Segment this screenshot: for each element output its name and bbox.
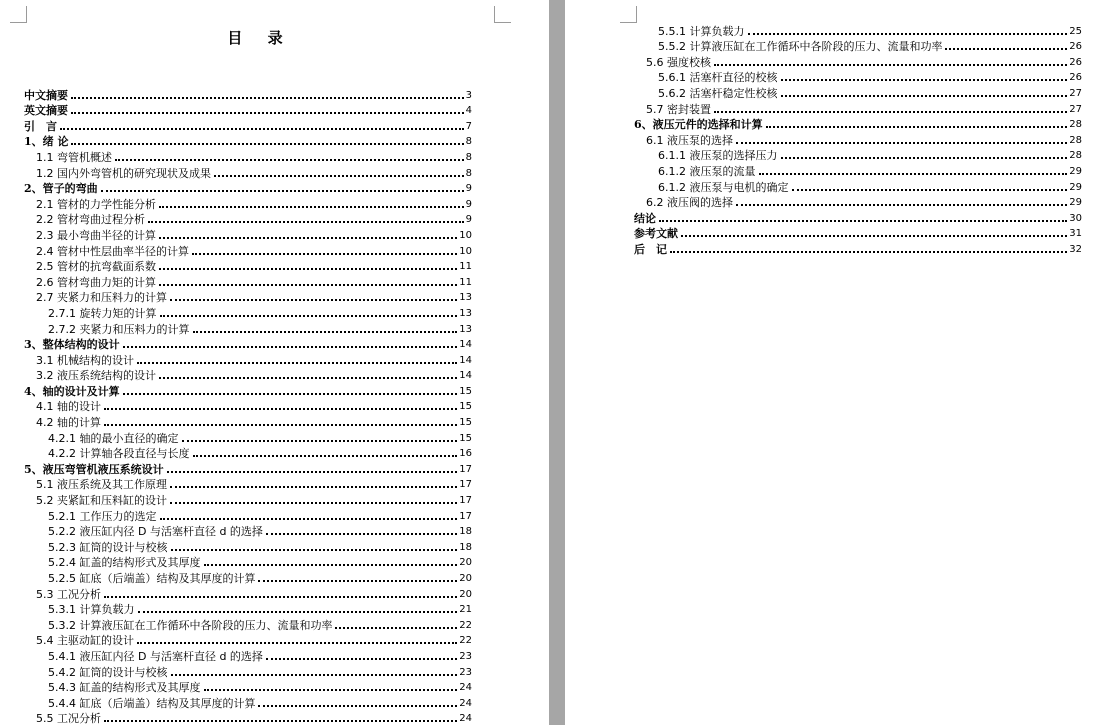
toc-entry[interactable]: [24, 694, 472, 710]
toc-entry[interactable]: [634, 225, 1082, 241]
toc-page-number: 20: [459, 573, 472, 584]
toc-entry[interactable]: [24, 398, 472, 414]
toc-page-number: 15: [459, 417, 472, 429]
toc-entry-text: 5.3.2 计算液压缸在工作循环中各阶段的压力、流量和功率: [48, 618, 333, 632]
toc-entry[interactable]: [24, 554, 472, 570]
toc-leader-dots: [335, 627, 457, 629]
toc-leader-dots: [123, 346, 458, 348]
toc-page-number: 26: [1069, 41, 1082, 53]
toc-leader-dots: [170, 502, 457, 504]
toc-entry-text: 参考文献: [634, 227, 678, 241]
toc-entry-text: 1、绪 论: [24, 135, 69, 149]
toc-entry-text: 2.5 管材的抗弯截面系数: [36, 260, 156, 274]
toc-leader-dots: [670, 251, 1067, 253]
toc-leader-dots: [258, 580, 457, 582]
toc-leader-dots: [104, 596, 457, 598]
toc-entry[interactable]: [24, 491, 472, 507]
toc-page-number: 17: [459, 495, 472, 507]
toc-leader-dots: [160, 518, 458, 520]
margin-corner-mark: [10, 6, 27, 23]
toc-leader-dots: [159, 206, 464, 208]
toc-entry-text: 结论: [634, 211, 656, 225]
toc-leader-dots: [170, 486, 457, 488]
document-page-right: [565, 0, 1100, 725]
toc-page-number: 26: [1069, 56, 1082, 68]
toc-entry[interactable]: [24, 632, 472, 648]
toc-entry-text: 1.2 国内外弯管机的研究现状及成果: [36, 166, 211, 180]
toc-page-number: 27: [1069, 87, 1082, 99]
toc-leader-dots: [123, 393, 458, 395]
toc-page-number: 29: [1069, 165, 1082, 177]
toc-page-number: 8: [465, 151, 472, 163]
toc-entry[interactable]: [24, 647, 472, 663]
toc-page-number: 15: [459, 385, 472, 397]
toc-leader-dots: [137, 642, 457, 644]
toc-page-number: 18: [459, 526, 472, 538]
toc-leader-dots: [193, 331, 458, 333]
toc-leader-dots: [159, 268, 457, 270]
toc-entry[interactable]: [24, 336, 472, 352]
toc-title: 目 录: [227, 29, 293, 47]
toc-entry-text: 5.4.2 缸筒的设计与校核: [48, 665, 168, 679]
document-page-left: [0, 0, 549, 725]
toc-entry-text: 5.2.5 缸底（后端盖）结构及其厚度的计算: [48, 572, 256, 585]
toc-page-number: 15: [459, 401, 472, 413]
toc-page-number: 4: [465, 105, 472, 117]
toc-entry-text: 5.2.4 缸盖的结构形式及其厚度: [48, 556, 201, 570]
toc-page-number: 11: [459, 261, 472, 273]
toc-entry[interactable]: [24, 273, 472, 289]
toc-leader-dots: [781, 95, 1068, 97]
toc-entry-text: 2、管子的弯曲: [24, 182, 98, 196]
toc-leader-dots: [204, 564, 458, 566]
toc-entry-text: 6.2 液压阀的选择: [646, 196, 733, 210]
toc-entry-text: 2.6 管材弯曲力矩的计算: [36, 275, 156, 289]
toc-leader-dots: [60, 128, 464, 130]
toc-leader-dots: [182, 440, 458, 442]
toc-entry[interactable]: [24, 133, 472, 149]
toc-entry[interactable]: [24, 413, 472, 429]
toc-page-number: 18: [459, 541, 472, 553]
toc-leader-dots: [170, 299, 457, 301]
toc-page-number: 13: [459, 292, 472, 304]
toc-entry-text: 5.4.1 液压缸内径 D 与活塞杆直径 d 的选择: [48, 649, 263, 663]
toc-entry[interactable]: [634, 100, 1082, 116]
toc-entry-text: 6.1.1 液压泵的选择压力: [658, 149, 778, 163]
toc-entry[interactable]: [634, 147, 1082, 163]
toc-entry[interactable]: [24, 289, 472, 305]
toc-entry-text: 6.1.2 液压泵的流量: [658, 164, 756, 178]
toc-entry-text: 2.7.2 夹紧力和压料力的计算: [48, 322, 190, 336]
toc-page-number: 23: [459, 666, 472, 678]
toc-entry-text: 3.2 液压系统结构的设计: [36, 369, 156, 383]
toc-entry-text: 5.1 液压系统及其工作原理: [36, 478, 167, 492]
toc-leader-dots: [659, 220, 1067, 222]
toc-leader-dots: [71, 112, 464, 114]
toc-entry-text: 2.2 管材弯曲过程分析: [36, 213, 145, 227]
toc-page-number: 30: [1069, 212, 1082, 224]
toc-entry[interactable]: [24, 710, 472, 725]
toc-leader-dots: [171, 549, 458, 551]
toc-entry-text: 6、液压元件的选择和计算: [634, 118, 763, 132]
toc-entry[interactable]: [634, 209, 1082, 225]
toc-page-number: 17: [459, 479, 472, 491]
toc-leader-dots: [71, 97, 464, 99]
toc-entry[interactable]: [24, 538, 472, 554]
toc-entry-text: 6.1.2 液压泵与电机的确定: [658, 180, 789, 194]
toc-entry-text: 5.6.2 活塞杆稳定性校核: [658, 86, 778, 100]
toc-entry-text: 2.7.1 旋转力矩的计算: [48, 306, 157, 320]
toc-leader-dots: [137, 362, 457, 364]
toc-entry-text: 5.6.1 活塞杆直径的校核: [658, 71, 778, 85]
toc-page-number: 26: [1069, 72, 1082, 84]
toc-leader-dots: [266, 533, 457, 535]
toc-leader-dots: [104, 720, 457, 722]
toc-entry[interactable]: [24, 367, 472, 383]
toc-page-number: 7: [465, 120, 472, 132]
toc-entry-text: 后 记: [634, 242, 667, 256]
toc-entry[interactable]: [24, 616, 472, 632]
toc-leader-dots: [138, 611, 458, 613]
toc-page-number: 11: [459, 276, 472, 288]
toc-leader-dots: [192, 253, 457, 255]
toc-entry-text: 5.5 工况分析: [36, 712, 101, 725]
toc-leader-dots: [148, 221, 464, 223]
toc-entry[interactable]: [24, 663, 472, 679]
toc-page-number: 14: [459, 339, 472, 351]
toc-entry-text: 5.2.3 缸筒的设计与校核: [48, 540, 168, 554]
toc-entry[interactable]: [24, 164, 472, 180]
toc-page-number: 10: [459, 245, 472, 257]
toc-page-number: 16: [459, 448, 472, 460]
toc-entry-text: 6.1 液压泵的选择: [646, 133, 733, 147]
toc-leader-dots: [159, 284, 457, 286]
toc-page-number: 14: [459, 370, 472, 382]
toc-page-number: 13: [459, 323, 472, 335]
toc-page-number: 14: [459, 354, 472, 366]
toc-entry[interactable]: [634, 53, 1082, 69]
toc-page-number: 25: [1069, 25, 1082, 37]
toc-entry-text: 2.7 夹紧力和压料力的计算: [36, 291, 167, 305]
toc-entry-text: 4.1 轴的设计: [36, 400, 101, 414]
toc-entry[interactable]: [24, 258, 472, 274]
toc-leader-dots: [781, 157, 1068, 159]
toc-entry-text: 5.4.3 缸盖的结构形式及其厚度: [48, 681, 201, 695]
toc-leader-dots: [193, 455, 458, 457]
toc-entry[interactable]: [24, 523, 472, 539]
toc-entry-text: 3、整体结构的设计: [24, 338, 120, 352]
toc-page-number: 27: [1069, 103, 1082, 115]
toc-entry[interactable]: [634, 131, 1082, 147]
toc-entry[interactable]: [24, 195, 472, 211]
toc-entry[interactable]: [24, 304, 472, 320]
toc-entry[interactable]: [634, 178, 1082, 194]
toc-page-number: 20: [459, 557, 472, 569]
toc-page-number: 8: [465, 136, 472, 148]
toc-page-number: 21: [459, 604, 472, 616]
toc-entry-text: 2.4 管材中性层曲率半径的计算: [36, 244, 189, 258]
toc-leader-dots: [266, 658, 457, 660]
toc-entry-text: 5.2 夹紧缸和压料缸的设计: [36, 494, 167, 508]
toc-entry-text: 引 言: [24, 119, 57, 133]
toc-list-right: [634, 22, 1082, 256]
toc-entry[interactable]: [24, 601, 472, 617]
toc-page-number: 17: [459, 510, 472, 522]
toc-leader-dots: [101, 190, 464, 192]
toc-page-number: 32: [1069, 243, 1082, 255]
toc-entry[interactable]: [24, 429, 472, 445]
toc-page-number: 9: [465, 183, 472, 195]
toc-entry[interactable]: [634, 69, 1082, 85]
toc-page-number: 17: [459, 463, 472, 475]
toc-entry[interactable]: [24, 320, 472, 336]
toc-leader-dots: [781, 79, 1068, 81]
toc-page-number: 3: [465, 89, 472, 101]
toc-entry-text: 5.4.4 缸底（后端盖）结构及其厚度的计算: [48, 696, 256, 710]
toc-entry-text: 4.2 轴的计算: [36, 416, 101, 430]
toc-page-number: 13: [459, 307, 472, 319]
toc-leader-dots: [759, 173, 1068, 175]
toc-page-number: 29: [1069, 181, 1082, 193]
toc-page-number: 28: [1069, 119, 1082, 131]
page-gutter: [549, 0, 565, 725]
toc-leader-dots: [167, 471, 458, 473]
toc-entry-text: 1.1 弯管机概述: [36, 150, 112, 164]
toc-entry[interactable]: [24, 679, 472, 695]
toc-leader-dots: [766, 126, 1068, 128]
toc-entry-text: 2.3 最小弯曲半径的计算: [36, 228, 156, 242]
toc-entry[interactable]: [24, 382, 472, 398]
toc-leader-dots: [748, 33, 1068, 35]
toc-leader-dots: [681, 235, 1067, 237]
toc-entry[interactable]: [634, 38, 1082, 54]
toc-entry[interactable]: [24, 180, 472, 196]
toc-leader-dots: [104, 408, 457, 410]
toc-leader-dots: [258, 705, 457, 707]
toc-entry-text: 4.2.2 计算轴各段直径与长度: [48, 447, 190, 461]
toc-entry[interactable]: [634, 162, 1082, 178]
margin-corner-mark: [494, 6, 511, 23]
toc-leader-dots: [71, 143, 463, 145]
toc-leader-dots: [204, 689, 458, 691]
toc-leader-dots: [159, 377, 457, 379]
toc-leader-dots: [714, 111, 1067, 113]
margin-corner-mark: [620, 6, 637, 23]
toc-page-number: 9: [465, 214, 472, 226]
toc-leader-dots: [714, 64, 1067, 66]
toc-leader-dots: [736, 142, 1067, 144]
toc-leader-dots: [115, 159, 464, 161]
toc-page-number: 10: [459, 229, 472, 241]
toc-entry-text: 5.5.1 计算负载力: [658, 24, 745, 38]
toc-leader-dots: [792, 189, 1068, 191]
toc-leader-dots: [945, 48, 1067, 50]
toc-entry-text: 5.3.1 计算负载力: [48, 603, 135, 617]
toc-page-number: 23: [459, 650, 472, 662]
toc-page-number: 29: [1069, 197, 1082, 209]
toc-entry[interactable]: [24, 226, 472, 242]
toc-entry-text: 5.3 工况分析: [36, 587, 101, 601]
toc-page-number: 9: [465, 198, 472, 210]
toc-entry-text: 中文摘要: [24, 88, 68, 102]
toc-entry[interactable]: [634, 194, 1082, 210]
toc-leader-dots: [159, 237, 457, 239]
toc-entry[interactable]: [634, 240, 1082, 256]
toc-list-left: [24, 86, 472, 725]
toc-page-number: 22: [459, 619, 472, 631]
toc-entry[interactable]: [24, 102, 472, 118]
toc-page-number: 24: [459, 682, 472, 694]
toc-page-number: 28: [1069, 134, 1082, 146]
toc-entry[interactable]: [24, 86, 472, 102]
toc-entry[interactable]: [634, 116, 1082, 132]
toc-leader-dots: [736, 204, 1067, 206]
toc-entry[interactable]: [24, 351, 472, 367]
toc-entry[interactable]: [24, 507, 472, 523]
toc-entry-text: 4、轴的设计及计算: [24, 384, 120, 398]
toc-entry[interactable]: [24, 585, 472, 601]
toc-entry-text: 4.2.1 轴的最小直径的确定: [48, 431, 179, 445]
toc-entry[interactable]: [24, 476, 472, 492]
toc-page-number: 20: [459, 588, 472, 600]
toc-entry[interactable]: [634, 84, 1082, 100]
toc-entry[interactable]: [24, 211, 472, 227]
toc-leader-dots: [160, 315, 458, 317]
toc-entry-text: 2.1 管材的力学性能分析: [36, 197, 156, 211]
toc-leader-dots: [104, 424, 457, 426]
toc-leader-dots: [171, 674, 458, 676]
toc-entry-text: 5.2.1 工作压力的选定: [48, 509, 157, 523]
toc-page-number: 8: [465, 167, 472, 179]
toc-page-number: 15: [459, 432, 472, 444]
toc-entry[interactable]: [24, 242, 472, 258]
toc-entry-text: 5.7 密封装置: [646, 102, 711, 116]
toc-entry[interactable]: [24, 117, 472, 133]
toc-entry[interactable]: [24, 569, 472, 585]
toc-entry-text: 5.4 主驱动缸的设计: [36, 634, 134, 648]
toc-page-number: 24: [459, 697, 472, 709]
toc-entry-text: 5.6 强度校核: [646, 55, 711, 69]
toc-leader-dots: [214, 175, 464, 177]
toc-page-number: 24: [459, 713, 472, 725]
toc-entry-text: 3.1 机械结构的设计: [36, 353, 134, 367]
toc-entry-text: 5.5.2 计算液压缸在工作循环中各阶段的压力、流量和功率: [658, 40, 943, 54]
toc-entry[interactable]: [24, 460, 472, 476]
toc-page-number: 31: [1069, 228, 1082, 240]
toc-entry-text: 5.2.2 液压缸内径 D 与活塞杆直径 d 的选择: [48, 525, 263, 539]
toc-page-number: 22: [459, 635, 472, 647]
toc-page-number: 28: [1069, 150, 1082, 162]
toc-entry-text: 5、液压弯管机液压系统设计: [24, 462, 164, 476]
toc-entry[interactable]: [24, 148, 472, 164]
toc-entry-text: 英文摘要: [24, 104, 68, 118]
toc-entry[interactable]: [634, 22, 1082, 38]
toc-entry[interactable]: [24, 445, 472, 461]
